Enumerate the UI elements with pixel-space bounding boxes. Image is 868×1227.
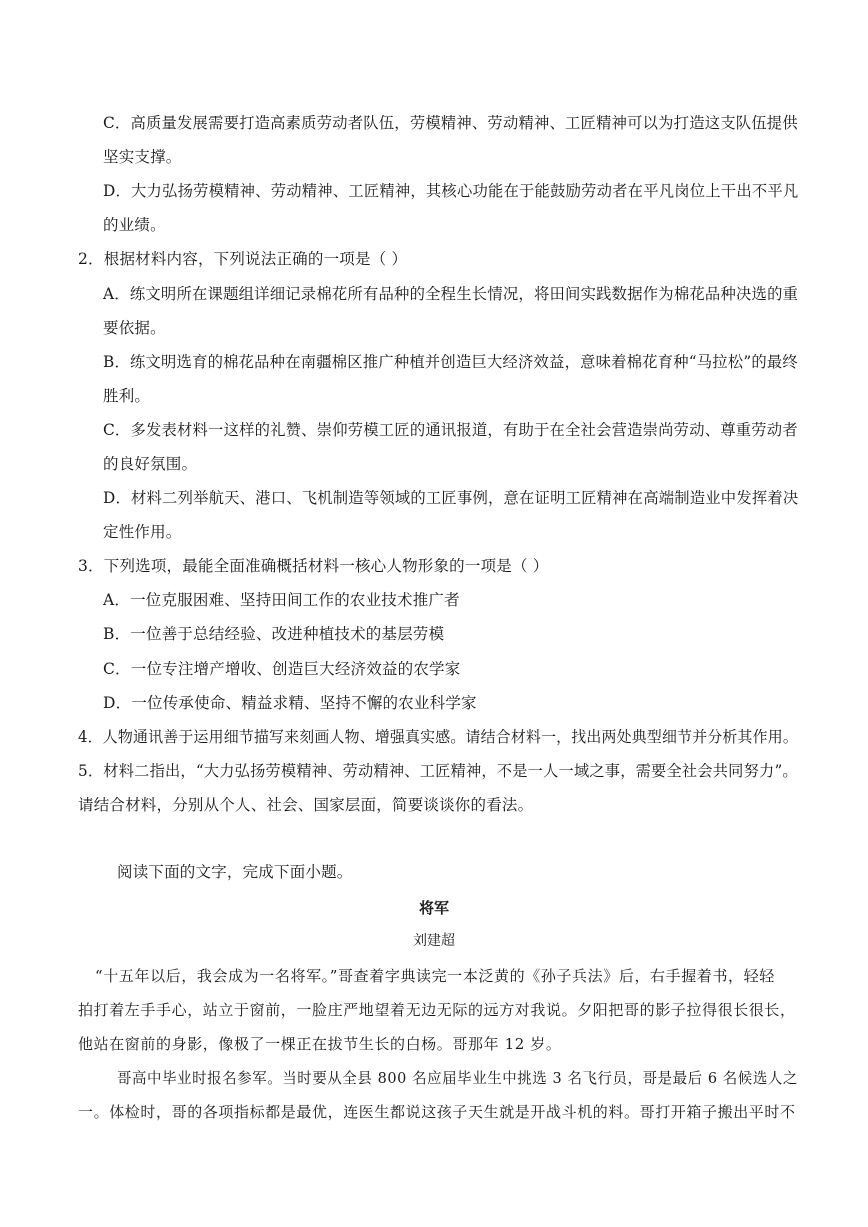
story-paragraph-2-line2: 一。体检时，哥的各项指标都是最优，连医生都说这孩子天生就是开战斗机的料。哥打开箱子搬出平时不 xyxy=(78,1103,796,1121)
reading-instruction: 阅读下面的文字，完成下面小题。 xyxy=(117,863,353,881)
q1-option-d-line2: 的业绩。 xyxy=(103,216,166,234)
story-author: 刘建超 xyxy=(413,933,455,949)
q5-stem-line1: 5．材料二指出，“大力弘扬劳模精神、劳动精神、工匠精神，不是一人一域之事，需要全社会共同努力”。 xyxy=(78,762,798,780)
q2-option-a-line1: A．练文明所在课题组详细记录棉花所有品种的全程生长情况，将田间实践数据作为棉花品种决选的重 xyxy=(103,285,799,303)
q2-option-c-line1: C．多发表材料一这样的礼赞、崇仰劳模工匠的通讯报道，有助于在全社会营造崇尚劳动、尊重劳动者 xyxy=(103,421,798,439)
q4-stem: 4．人物通讯善于运用细节描写来刻画人物、增强真实感。请结合材料一，找出两处典型细节并分析其作用。 xyxy=(78,728,798,746)
q3-option-b: B．一位善于总结经验、改进种植技术的基层劳模 xyxy=(103,625,445,643)
q2-option-b-line1: B．练文明选育的棉花品种在南疆棉区推广种植并创造巨大经济效益，意味着棉花育种“马拉松”的最终 xyxy=(103,353,798,371)
q2-stem: 2．根据材料内容，下列说法正确的一项是（ ） xyxy=(78,250,408,268)
q2-option-b-line2: 胜利。 xyxy=(103,387,151,405)
q3-option-d: D．一位传承使命、精益求精、坚持不懈的农业科学家 xyxy=(103,694,477,712)
story-paragraph-2-line1: 哥高中毕业时报名参军。当时要从全县 800 名应届毕业生中挑选 3 名飞行员，哥是最后 6 名候选人之 xyxy=(117,1069,798,1087)
q1-option-c-line1: C．高质量发展需要打造高素质劳动者队伍，劳模精神、劳动精神、工匠精神可以为打造这支队伍提供 xyxy=(103,114,798,132)
q1-option-d-line1: D．大力弘扬劳模精神、劳动精神、工匠精神，其核心功能在于能鼓励劳动者在平凡岗位上干出不平凡 xyxy=(103,182,799,200)
q2-option-c-line2: 的良好氛围。 xyxy=(103,455,198,473)
story-title: 将军 xyxy=(418,899,449,917)
q3-stem: 3．下列选项，最能全面准确概括材料一核心人物形象的一项是（ ） xyxy=(78,557,549,575)
q2-option-d-line2: 定性作用。 xyxy=(103,523,182,541)
q3-option-a: A．一位克服困难、坚持田间工作的农业技术推广者 xyxy=(103,591,460,609)
q1-option-c-line2: 坚实支撑。 xyxy=(103,148,182,166)
story-paragraph-1-line1: “十五年以后，我会成为一名将军。”哥查着字典读完一本泛黄的《孙子兵法》后，右手握着书，轻轻 xyxy=(95,967,775,985)
q2-option-d-line1: D．材料二列举航天、港口、飞机制造等领域的工匠事例，意在证明工匠精神在高端制造业中发挥着决 xyxy=(103,489,799,507)
q2-option-a-line2: 要依据。 xyxy=(103,319,166,337)
story-paragraph-1-line3: 他站在窗前的身影，像极了一棵正在拔节生长的白杨。哥那年 12 岁。 xyxy=(78,1035,562,1053)
story-paragraph-1-line2: 拍打着左手手心，站立于窗前，一脸庄严地望着无边无际的远方对我说。夕阳把哥的影子拉得很长很长， xyxy=(78,1001,796,1019)
q3-option-c: C．一位专注增产增收、创造巨大经济效益的农学家 xyxy=(103,660,461,678)
q5-stem-line2: 请结合材料，分别从个人、社会、国家层面，简要谈谈你的看法。 xyxy=(78,796,534,814)
